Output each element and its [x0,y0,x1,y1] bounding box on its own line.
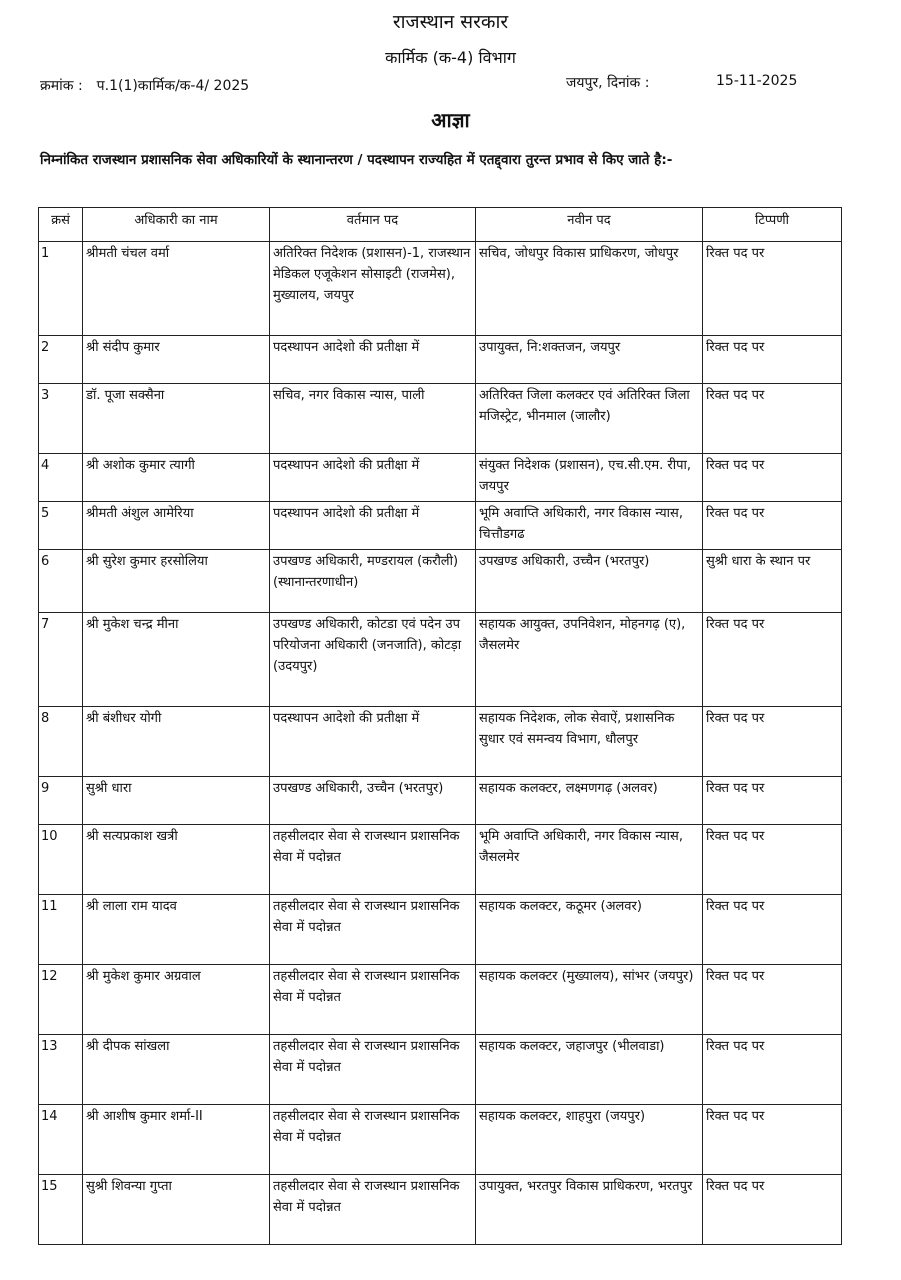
officer-name: श्री सत्यप्रकाश खत्री [83,825,270,895]
row-sr-number: 6 [39,550,83,613]
current-post: सचिव, नगर विकास न्यास, पाली [270,384,476,454]
remark: रिक्त पद पर [703,825,842,895]
place-date-label: जयपुर, दिनांक : [566,75,650,91]
col-header-remark: टिप्पणी [703,208,842,242]
new-post: सचिव, जोधपुर विकास प्राधिकरण, जोधपुर [476,242,703,336]
row-sr-number: 9 [39,777,83,825]
remark: रिक्त पद पर [703,1105,842,1175]
new-post: सहायक आयुक्त, उपनिवेशन, मोहनगढ़ (ए), जैसलमेर [476,613,703,707]
new-post: सहायक कलक्टर, कठूमर (अलवर) [476,895,703,965]
order-number [40,76,249,95]
remark: रिक्त पद पर [703,336,842,384]
current-post: तहसीलदार सेवा से राजस्थान प्रशासनिक सेवा में पदोन्नत [270,1035,476,1105]
officer-name: श्री दीपक सांखला [83,1035,270,1105]
remark: रिक्त पद पर [703,502,842,550]
officer-name: श्रीमती अंशुल आमेरिया [83,502,270,550]
new-post: भूमि अवाप्ति अधिकारी, नगर विकास न्यास, जैसलमेर [476,825,703,895]
new-post: उपायुक्त, नि:शक्तजन, जयपुर [476,336,703,384]
table-row [39,895,842,965]
officer-name: श्री संदीप कुमार [83,336,270,384]
current-post: तहसीलदार सेवा से राजस्थान प्रशासनिक सेवा में पदोन्नत [270,825,476,895]
table-row [39,384,842,454]
current-post: तहसीलदार सेवा से राजस्थान प्रशासनिक सेवा में पदोन्नत [270,1175,476,1245]
row-sr-number: 2 [39,336,83,384]
col-header-sr: क्रसं [39,208,83,242]
officer-name: डॉ. पूजा सक्सैना [83,384,270,454]
new-post: उपायुक्त, भरतपुर विकास प्राधिकरण, भरतपुर [476,1175,703,1245]
officer-name: सुश्री शिवन्या गुप्ता [83,1175,270,1245]
new-post: सहायक कलक्टर, शाहपुरा (जयपुर) [476,1105,703,1175]
current-post: उपखण्ड अधिकारी, कोटडा एवं पदेन उप परियोजना अधिकारी (जनजाति), कोटड़ा (उदयपुर) [270,613,476,707]
officer-name: श्रीमती चंचल वर्मा [83,242,270,336]
remark: रिक्त पद पर [703,777,842,825]
current-post: पदस्थापन आदेशो की प्रतीक्षा में [270,707,476,777]
remark: रिक्त पद पर [703,965,842,1035]
remark: रिक्त पद पर [703,242,842,336]
row-sr-number: 7 [39,613,83,707]
officer-name: श्री मुकेश चन्द्र मीना [83,613,270,707]
row-sr-number: 12 [39,965,83,1035]
row-sr-number: 13 [39,1035,83,1105]
row-sr-number: 5 [39,502,83,550]
remark: रिक्त पद पर [703,1175,842,1245]
table-row [39,550,842,613]
current-post: उपखण्ड अधिकारी, मण्डरायल (करौली) (स्थानान्तरणाधीन) [270,550,476,613]
new-post: अतिरिक्त जिला कलक्टर एवं अतिरिक्त जिला मजिस्ट्रेट, भीनमाल (जालौर) [476,384,703,454]
table-row [39,1175,842,1245]
order-title: आज्ञा [431,108,470,132]
new-post: सहायक कलक्टर, जहाजपुर (भीलवाडा) [476,1035,703,1105]
new-post: संयुक्त निदेशक (प्रशासन), एच.सी.एम. रीपा, जयपुर [476,454,703,502]
table-row [39,613,842,707]
current-post: तहसीलदार सेवा से राजस्थान प्रशासनिक सेवा में पदोन्नत [270,895,476,965]
col-header-new-post: नवीन पद [476,208,703,242]
row-sr-number: 4 [39,454,83,502]
order-number-value: प.1(1)कार्मिक/क-4/ 2025 [96,78,250,94]
table-row [39,1105,842,1175]
table-row [39,707,842,777]
new-post: सहायक निदेशक, लोक सेवाऐं, प्रशासनिक सुधार एवं समन्वय विभाग, धौलपुर [476,707,703,777]
officer-name: श्री सुरेश कुमार हरसोलिया [83,550,270,613]
table-header-row [39,208,842,242]
table-row [39,454,842,502]
current-post: उपखण्ड अधिकारी, उच्चैन (भरतपुर) [270,777,476,825]
new-post: भूमि अवाप्ति अधिकारी, नगर विकास न्यास, चित्तौडगढ [476,502,703,550]
col-header-name: अधिकारी का नाम [83,208,270,242]
transfer-table [38,207,842,1245]
officer-name: श्री बंशीधर योगी [83,707,270,777]
current-post: पदस्थापन आदेशो की प्रतीक्षा में [270,336,476,384]
table-row [39,242,842,336]
row-sr-number: 11 [39,895,83,965]
row-sr-number: 3 [39,384,83,454]
remark: रिक्त पद पर [703,1035,842,1105]
table-row [39,1035,842,1105]
order-intro: निम्नांकित राजस्थान प्रशासनिक सेवा अधिकारियों के स्थानान्तरण / पदस्थापन राज्यहित में एतद्द्वारा तुरन्त प्रभाव से किए जाते है:- [40,152,673,168]
remark: रिक्त पद पर [703,454,842,502]
department-name: कार्मिक (क-4) विभाग [385,48,516,67]
current-post: तहसीलदार सेवा से राजस्थान प्रशासनिक सेवा में पदोन्नत [270,965,476,1035]
current-post: पदस्थापन आदेशो की प्रतीक्षा में [270,502,476,550]
remark: सुश्री धारा के स्थान पर [703,550,842,613]
row-sr-number: 10 [39,825,83,895]
government-name: राजस्थान सरकार [392,11,509,33]
current-post: तहसीलदार सेवा से राजस्थान प्रशासनिक सेवा में पदोन्नत [270,1105,476,1175]
officer-name: श्री मुकेश कुमार अग्रवाल [83,965,270,1035]
new-post: सहायक कलक्टर, लक्ष्मणगढ़ (अलवर) [476,777,703,825]
table-row [39,502,842,550]
order-number-label: क्रमांक : [40,78,83,94]
table-row [39,825,842,895]
remark: रिक्त पद पर [703,895,842,965]
row-sr-number: 8 [39,707,83,777]
row-sr-number: 15 [39,1175,83,1245]
table-row [39,965,842,1035]
row-sr-number: 1 [39,242,83,336]
remark: रिक्त पद पर [703,707,842,777]
table-row [39,336,842,384]
new-post: सहायक कलक्टर (मुख्यालय), सांभर (जयपुर) [476,965,703,1035]
order-date: 15-11-2025 [716,73,798,89]
officer-name: श्री अशोक कुमार त्यागी [83,454,270,502]
officer-name: श्री लाला राम यादव [83,895,270,965]
remark: रिक्त पद पर [703,384,842,454]
col-header-current-post: वर्तमान पद [270,208,476,242]
new-post: उपखण्ड अधिकारी, उच्चैन (भरतपुर) [476,550,703,613]
current-post: अतिरिक्त निदेशक (प्रशासन)-1, राजस्थान मेडिकल एजूकेशन सोसाइटी (राजमेस), मुख्यालय, जयपुर [270,242,476,336]
remark: रिक्त पद पर [703,613,842,707]
table-row [39,777,842,825]
row-sr-number: 14 [39,1105,83,1175]
officer-name: श्री आशीष कुमार शर्मा-II [83,1105,270,1175]
officer-name: सुश्री धारा [83,777,270,825]
current-post: पदस्थापन आदेशो की प्रतीक्षा में [270,454,476,502]
